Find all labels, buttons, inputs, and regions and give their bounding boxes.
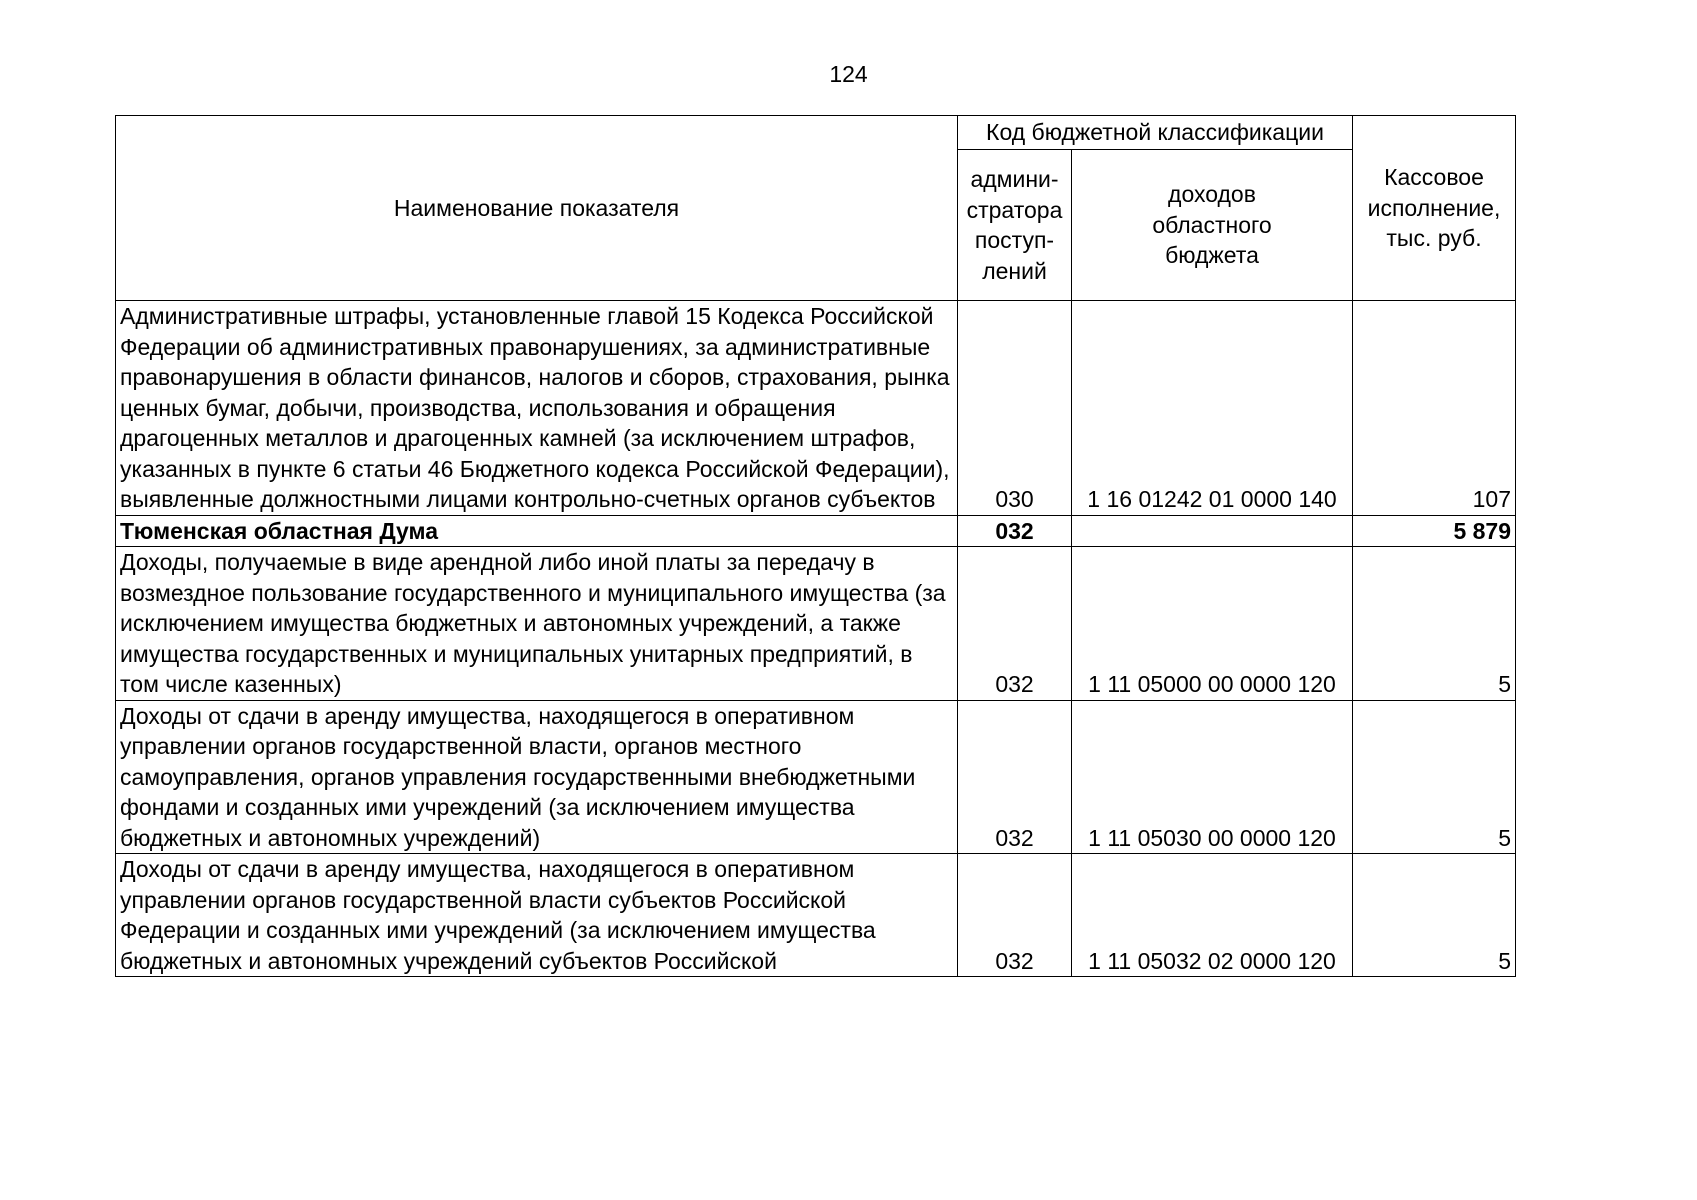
row-administrator-code: 032 — [958, 515, 1072, 547]
header-indicator-name: Наименование показателя — [116, 116, 958, 301]
header-administrator — [958, 150, 1072, 301]
row-income-code: 1 11 05032 02 0000 120 — [1072, 854, 1353, 977]
row-indicator-name: Доходы от сдачи в аренду имущества, находящегося в оперативном управлении органов государственной власти, органов местного самоуправления, органов управления государственными внебюджетными фондами и созданных ими учреждений (за исключением имущества бюджетных и автономных учреждений) — [116, 700, 958, 854]
row-cash-execution: 5 — [1353, 547, 1516, 701]
table-row-section — [116, 515, 1516, 547]
page-number: 124 — [829, 61, 868, 87]
row-indicator-name: Тюменская областная Дума — [116, 515, 958, 547]
header-cash-execution-text: Кассовое исполнение, тыс. руб. — [1367, 164, 1501, 252]
row-income-code: 1 11 05030 00 0000 120 — [1072, 700, 1353, 854]
header-budget-classification-code: Код бюджетной классификации — [958, 116, 1353, 150]
row-cash-execution: 5 — [1353, 854, 1516, 977]
header-row-top — [116, 116, 1516, 150]
row-administrator-code: 030 — [958, 301, 1072, 516]
row-income-code — [1072, 515, 1353, 547]
row-cash-execution: 5 879 — [1353, 515, 1516, 547]
header-regional-budget-income-text: доходов областного бюджета — [1152, 181, 1272, 269]
row-income-code: 1 11 05000 00 0000 120 — [1072, 547, 1353, 701]
table-row — [116, 301, 1516, 516]
row-cash-execution: 107 — [1353, 301, 1516, 516]
table-row — [116, 547, 1516, 701]
table-row — [116, 854, 1516, 977]
row-indicator-name: Административные штрафы, установленные главой 15 Кодекса Российской Федерации об административных правонарушениях, за административные правонарушения в области финансов, налогов и сборов, страхования, рынка ценных бумаг, добычи, производства, использования и обращения драгоценных металлов и драгоценных камней (за исключением штрафов, указанных в пункте 6 статьи 46 Бюджетного кодекса Российской Федерации), выявленные должностными лицами контрольно-счетных органов субъектов — [116, 301, 958, 516]
header-regional-budget-income — [1072, 150, 1353, 301]
row-administrator-code: 032 — [958, 854, 1072, 977]
budget-income-table — [115, 115, 1516, 977]
header-cash-execution — [1353, 116, 1516, 301]
row-administrator-code: 032 — [958, 547, 1072, 701]
row-indicator-name: Доходы от сдачи в аренду имущества, находящегося в оперативном управлении органов государственной власти субъектов Российской Федерации и созданных ими учреждений (за исключением имущества бюджетных и автономных учреждений субъектов Российской — [116, 854, 958, 977]
row-indicator-name: Доходы, получаемые в виде арендной либо иной платы за передачу в возмездное пользование государственного и муниципального имущества (за исключением имущества бюджетных и автономных учреждений, а также имущества государственных и муниципальных унитарных предприятий, в том числе казенных) — [116, 547, 958, 701]
row-cash-execution: 5 — [1353, 700, 1516, 854]
row-income-code: 1 16 01242 01 0000 140 — [1072, 301, 1353, 516]
header-administrator-text: админи- стратора поступ- лений — [966, 166, 1063, 284]
row-administrator-code: 032 — [958, 700, 1072, 854]
table-row — [116, 700, 1516, 854]
